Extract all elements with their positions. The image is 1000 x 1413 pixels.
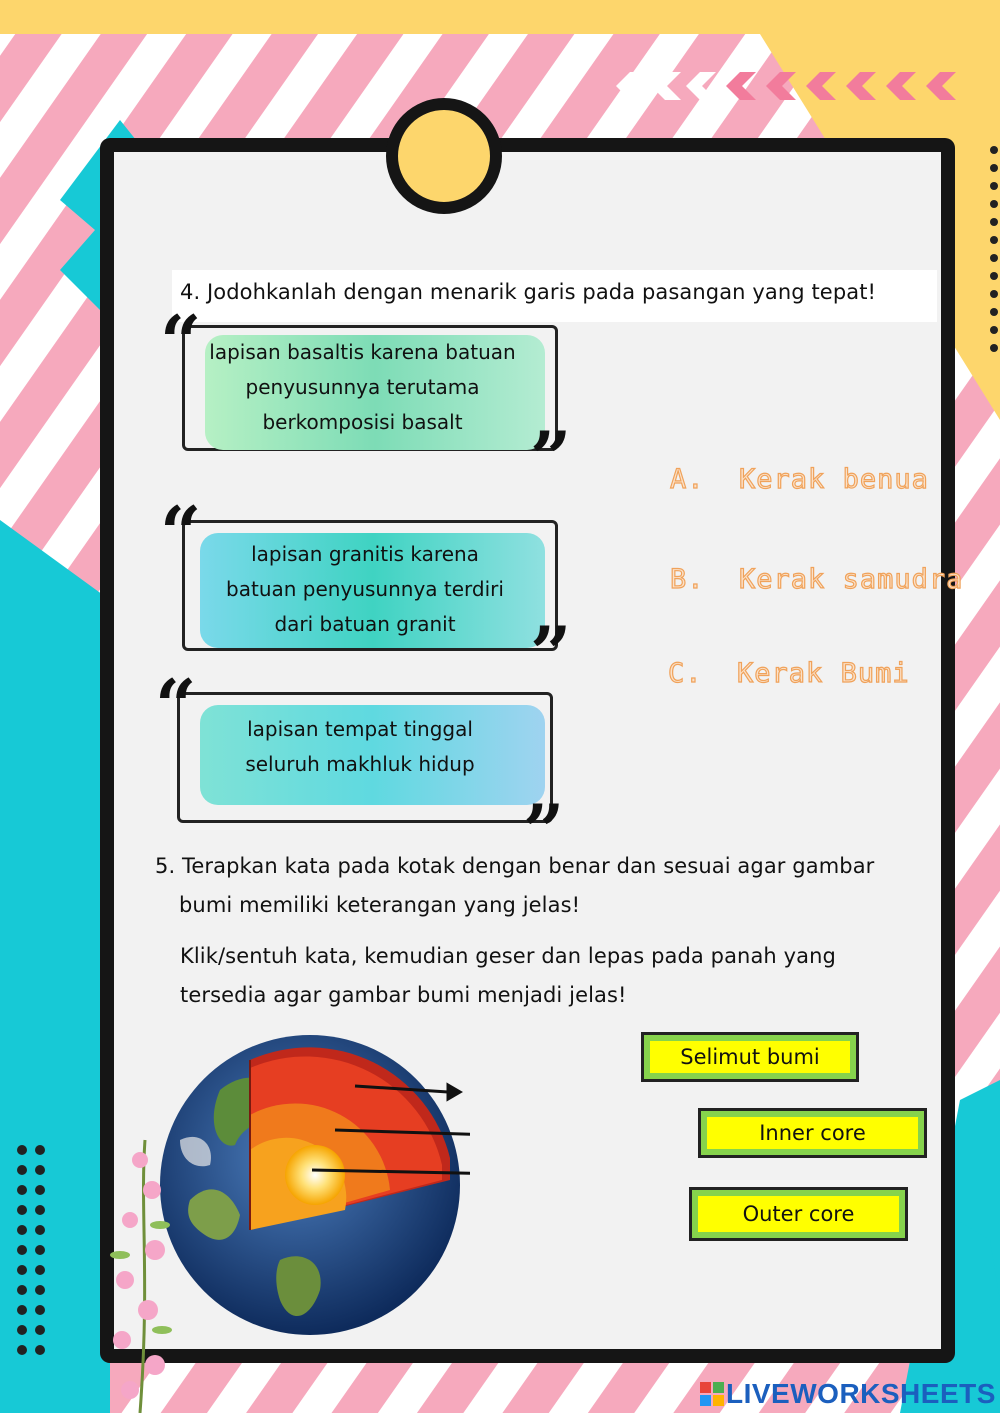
option-letter: C. <box>668 658 703 689</box>
statement-line: lapisan granitis karena <box>251 542 479 566</box>
close-quote-icon: ” <box>530 415 572 500</box>
option-b[interactable] <box>670 564 963 595</box>
question5-instruction-line: tersedia agar gambar bumi menjadi jelas! <box>180 983 627 1007</box>
word-label: Outer core <box>698 1196 899 1232</box>
open-quote-icon: “ <box>160 490 202 575</box>
statement-card-2[interactable] <box>160 490 580 695</box>
option-c[interactable] <box>668 658 910 689</box>
question5-title-line: 5. Terapkan kata pada kotak dengan benar dan sesuai agar gambar <box>155 854 875 878</box>
open-quote-icon: “ <box>155 663 197 748</box>
option-letter: B. <box>670 564 705 595</box>
statement-card-3[interactable] <box>155 663 575 873</box>
earth-layers-image <box>150 1030 470 1340</box>
statement-text <box>195 335 530 440</box>
statement-line: seluruh makhluk hidup <box>245 752 475 776</box>
statement-line: lapisan tempat tinggal <box>247 717 473 741</box>
close-quote-icon: ” <box>530 610 572 695</box>
live-logo-icon <box>700 1382 724 1406</box>
statement-line: dari batuan granit <box>274 612 456 636</box>
liveworksheets-logo[interactable] <box>700 1378 996 1410</box>
option-label: Kerak samudra <box>739 564 964 595</box>
question5-instruction <box>180 937 880 1015</box>
word-outer-core[interactable] <box>689 1187 908 1241</box>
word-label: Selimut bumi <box>650 1041 850 1073</box>
statement-line: penyusunnya terutama <box>245 375 480 399</box>
question5-title-line: bumi memiliki keterangan yang jelas! <box>179 893 581 917</box>
word-label: Inner core <box>707 1117 918 1149</box>
statement-line: lapisan basaltis karena batuan <box>209 340 516 364</box>
flower-branch-image <box>100 1130 190 1413</box>
option-label: Kerak Bumi <box>737 658 910 689</box>
word-selimut-bumi[interactable] <box>641 1032 859 1082</box>
word-inner-core[interactable] <box>698 1108 927 1158</box>
statement-card-1[interactable] <box>160 299 580 500</box>
option-letter: A. <box>670 464 705 495</box>
question5-instruction-line: Klik/sentuh kata, kemudian geser dan lepas pada panah yang <box>180 944 836 968</box>
logo-text: LIVEWORKSHEETS <box>726 1378 996 1409</box>
statement-text <box>200 712 520 782</box>
question5-title <box>155 847 895 925</box>
statement-text <box>200 537 530 642</box>
option-a[interactable] <box>670 464 929 495</box>
statement-line: batuan penyusunnya terdiri <box>226 577 504 601</box>
close-quote-icon: ” <box>523 788 565 873</box>
option-label: Kerak benua <box>739 464 929 495</box>
statement-line: berkomposisi basalt <box>262 410 463 434</box>
decorative-circle <box>386 98 502 214</box>
open-quote-icon: “ <box>160 299 202 384</box>
question4-title: 4. Jodohkanlah dengan menarik garis pada pasangan yang tepat! <box>180 280 877 304</box>
